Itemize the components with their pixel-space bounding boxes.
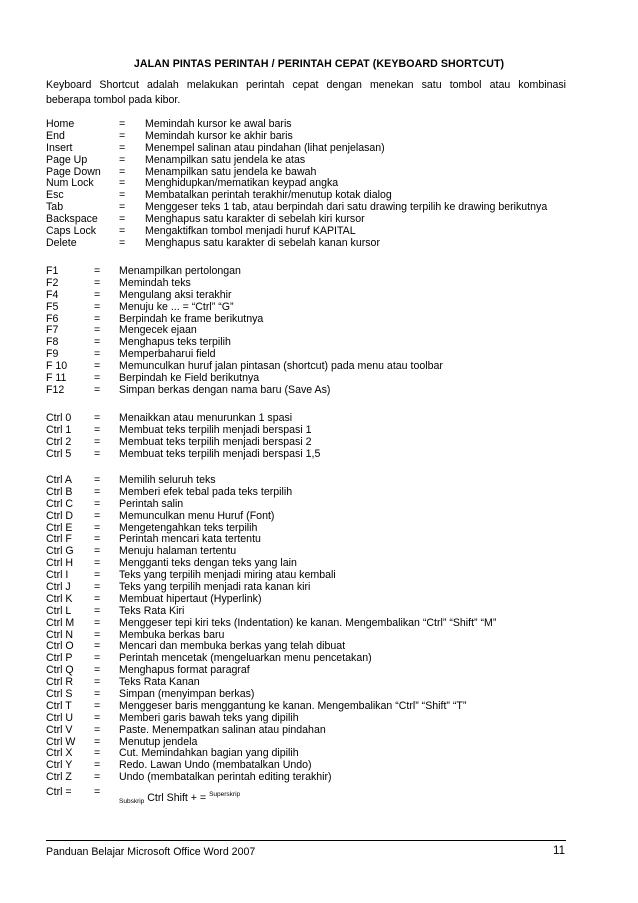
list-item [46,449,586,461]
equals-sign: = [94,581,101,594]
equals-sign: = [94,423,101,436]
shortcut-description: Redo. Lawan Undo (membatalkan Undo) [119,759,312,772]
equals-sign: = [119,129,126,142]
shortcut-description: Menampilkan pertolongan [119,265,241,277]
shortcut-description: Menggeser tepi kiri teks (Indentation) ke kanan. Mengembalikan “Ctrl” “Shift” “M” [119,616,497,629]
equals-sign: = [94,360,101,373]
list-item [46,143,586,155]
equals-sign: = [94,485,101,498]
shortcut-key: Ctrl C [46,497,74,510]
list-item [46,302,586,314]
equals-sign: = [119,118,126,130]
shortcut-key: F 11 [46,372,67,385]
shortcut-key: F2 [46,276,59,289]
shortcut-description: Mengulang aksi terakhir [119,288,232,301]
equals-sign: = [119,141,126,154]
equals-sign: = [94,497,101,510]
equals-sign: = [94,676,101,689]
shortcut-key: Esc [46,189,64,202]
list-item [46,499,586,511]
list-item [46,487,586,499]
intro-paragraph [46,78,566,107]
equals-sign: = [94,711,101,724]
shortcut-description: Menempel salinan atau pindahan (lihat penjelasan) [145,141,385,154]
shortcut-description: Perintah mencetak (mengeluarkan menu pencetakan) [119,652,372,665]
equals-sign: = [94,324,101,337]
shortcut-description: Menghapus teks terpilih [119,336,231,349]
equals-sign: = [94,604,101,617]
shortcut-key: Tab [46,201,64,214]
shortcut-key: Delete [46,236,77,249]
footer-divider [46,840,566,841]
shortcut-key: Ctrl G [46,545,74,558]
intro-line-2: beberapa tombol pada kibor. [46,93,181,106]
equals-sign: = [94,474,101,486]
intro-line-1: Keyboard Shortcut adalah melakukan perintah cepat dengan menekan satu tombol atau kombinasi [46,79,566,91]
equals-sign: = [94,557,101,570]
equals-sign: = [94,652,101,665]
page-number: 11 [553,845,565,857]
equals-sign: = [94,771,101,784]
shortcut-list-spacing [46,413,586,461]
shortcut-key: End [46,129,65,142]
shortcut-description: Membuka berkas baru [119,628,225,641]
equals-sign: = [94,300,101,313]
shortcut-key: Ctrl S [46,688,73,701]
shortcut-key: Ctrl E [46,521,73,534]
shortcut-key: F9 [46,348,59,361]
shortcut-description: Membuat teks terpilih menjadi berspasi 1 [119,423,312,436]
list-item [46,385,586,397]
equals-sign: = [94,435,101,448]
list-item [46,713,586,725]
equals-sign: = [119,153,126,166]
equals-sign: = [94,640,101,653]
shortcut-key: Caps Lock [46,225,97,238]
list-item [46,131,586,143]
shortcut-key: Ctrl 2 [46,435,72,448]
shortcut-description: Teks yang terpilih menjadi rata kanan kiri [119,581,311,594]
shortcut-description: Memberi efek tebal pada teks terpilih [119,485,293,498]
shortcut-key: Ctrl 0 [46,412,72,424]
shortcut-description: Undo (membatalkan perintah editing terakhir) [119,771,332,784]
shortcut-key: F6 [46,312,59,325]
shortcut-key: Ctrl W [46,735,76,748]
shortcut-key: Ctrl J [46,581,71,594]
equals-sign: = [119,189,126,202]
ctrl-shift-equals: Ctrl Shift + = [144,792,210,804]
subscript-label: Subskrip [119,798,145,805]
list-item [46,119,586,131]
shortcut-description: Mengaktifkan tombol menjadi huruf KAPITAL [145,225,356,238]
equals-sign: = [94,569,101,582]
shortcut-key: Ctrl B [46,485,73,498]
equals-sign: = [94,628,101,641]
shortcut-key: Ctrl Y [46,759,73,772]
equals-sign: = [94,348,101,361]
shortcut-key: Ctrl Z [46,771,72,784]
shortcut-description: Memindah teks [119,276,191,289]
shortcut-description: Memperbaharui field [119,348,216,361]
shortcut-key: Ctrl X [46,747,73,760]
list-item [46,772,586,784]
list-item [46,290,586,302]
shortcut-description: Membuat hipertaut (Hyperlink) [119,592,262,605]
equals-sign: = [94,592,101,605]
shortcut-key: Ctrl M [46,616,75,629]
shortcut-description: Memberi garis bawah teks yang dipilih [119,711,299,724]
list-item [46,594,586,606]
shortcut-description: Teks Rata Kanan [119,676,200,689]
shortcut-description: Menghidupkan/mematikan keypad angka [145,177,339,190]
shortcut-description: Mengganti teks dengan teks yang lain [119,557,297,570]
shortcut-description: Teks yang terpilih menjadi miring atau kembali [119,569,336,582]
shortcut-key: Insert [46,141,73,154]
equals-sign: = [119,213,126,226]
equals-sign: = [94,786,101,798]
superscript-label: Superskrip [209,791,241,798]
shortcut-key: Num Lock [46,177,94,190]
shortcut-description: Menghapus satu karakter di sebelah kanan kursor [145,236,380,249]
shortcut-key: Ctrl A [46,474,72,486]
shortcut-description: Membuat teks terpilih menjadi berspasi 2 [119,435,312,448]
list-item [46,437,586,449]
shortcut-description: Menampilkan satu jendela ke bawah [145,165,317,178]
shortcut-list-subscript [46,787,586,807]
equals-sign: = [94,447,101,460]
shortcut-description: Teks Rata Kiri [119,604,185,617]
equals-sign: = [94,723,101,736]
shortcut-description: Menuju halaman tertentu [119,545,237,558]
list-item [46,787,586,807]
shortcut-key: Ctrl Q [46,664,74,677]
equals-sign: = [94,664,101,677]
shortcut-description: Memunculkan menu Huruf (Font) [119,509,275,522]
shortcut-key: Ctrl K [46,592,73,605]
list-item [46,278,586,290]
equals-sign: = [94,336,101,349]
shortcut-key: F4 [46,288,59,301]
shortcut-description: Menghapus satu karakter di sebelah kiri kursor [145,213,365,226]
list-item [46,725,586,737]
list-item [46,618,586,630]
equals-sign: = [94,521,101,534]
shortcut-description: Membatalkan perintah terakhir/menutup kotak dialog [145,189,392,202]
equals-sign: = [94,735,101,748]
shortcut-key: Ctrl U [46,711,74,724]
shortcut-key: Ctrl P [46,652,73,665]
shortcut-key: F5 [46,300,59,313]
equals-sign: = [94,759,101,772]
shortcut-description: Menutup jendela [119,735,198,748]
shortcut-key: Home [46,118,75,130]
shortcut-description: Menaikkan atau menurunkan 1 spasi [119,412,293,424]
shortcut-description: Perintah salin [119,497,184,510]
shortcut-list-navigation [46,119,586,250]
shortcut-description: Memilih seluruh teks [119,474,216,486]
shortcut-description: Paste. Menempatkan salinan atau pindahan [119,723,326,736]
shortcut-description: Menggeser teks 1 tab, atau berpindah dari satu drawing terpilih ke drawing berikutnya [145,201,548,214]
equals-sign: = [94,699,101,712]
shortcut-key: F1 [46,265,59,277]
equals-sign: = [94,545,101,558]
equals-sign: = [94,533,101,546]
equals-sign: = [94,616,101,629]
shortcut-description: Menuju ke ... = “Ctrl” “G” [119,300,234,313]
shortcut-key: F7 [46,324,59,337]
equals-sign: = [119,201,126,214]
page-title: JALAN PINTAS PERINTAH / PERINTAH CEPAT (KEYBOARD SHORTCUT) [133,58,505,70]
shortcut-description: Menggeser baris menggantung ke kanan. Mengembalikan “Ctrl” “Shift” “T” [119,699,467,712]
shortcut-key: Ctrl H [46,557,74,570]
shortcut-description [119,789,240,808]
shortcut-description: Simpan (menyimpan berkas) [119,688,255,701]
list-item [46,511,586,523]
shortcut-description: Memunculkan huruf jalan pintasan (shortcut) pada menu atau toolbar [119,360,443,373]
shortcut-key: Ctrl = [46,786,72,798]
list-item [46,238,586,250]
shortcut-description: Menghapus format paragraf [119,664,250,677]
shortcut-key: F12 [46,383,65,396]
shortcut-key: Ctrl D [46,509,74,522]
shortcut-key: Ctrl 5 [46,447,72,460]
shortcut-key: Ctrl F [46,533,72,546]
equals-sign: = [119,177,126,190]
shortcut-description: Simpan berkas dengan nama baru (Save As) [119,383,331,396]
shortcut-description: Mengetengahkan teks terpilih [119,521,258,534]
shortcut-key: Backspace [46,213,98,226]
equals-sign: = [94,372,101,385]
shortcut-description: Membuat teks terpilih menjadi berspasi 1,5 [119,447,321,460]
equals-sign: = [94,312,101,325]
equals-sign: = [94,276,101,289]
shortcut-description: Memindah kursor ke awal baris [145,118,292,130]
shortcut-key: F8 [46,336,59,349]
shortcut-key: Ctrl O [46,640,74,653]
equals-sign: = [94,688,101,701]
list-item [46,606,586,618]
shortcut-key: F 10 [46,360,68,373]
shortcut-key: Ctrl T [46,699,72,712]
shortcut-key: Ctrl I [46,569,69,582]
shortcut-key: Ctrl V [46,723,73,736]
list-item [46,155,586,167]
shortcut-key: Ctrl N [46,628,74,641]
equals-sign: = [94,383,101,396]
equals-sign: = [94,412,101,424]
shortcut-key: Page Up [46,153,88,166]
shortcut-key: Ctrl 1 [46,423,72,436]
shortcut-description: Mencari dan membuka berkas yang telah dibuat [119,640,346,653]
footer-title: Panduan Belajar Microsoft Office Word 2007 [46,846,256,858]
shortcut-description: Cut. Memindahkan bagian yang dipilih [119,747,299,760]
equals-sign: = [94,747,101,760]
shortcut-list-ctrl-keys [46,475,586,784]
equals-sign: = [94,288,101,301]
shortcut-description: Memindah kursor ke akhir baris [145,129,293,142]
shortcut-description: Perintah mencari kata tertentu [119,533,261,546]
shortcut-key: Page Down [46,165,101,178]
shortcut-description: Mengecek ejaan [119,324,197,337]
shortcut-description: Berpindah ke Field berikutnya [119,372,260,385]
shortcut-key: Ctrl L [46,604,72,617]
shortcut-key: Ctrl R [46,676,74,689]
equals-sign: = [119,225,126,238]
equals-sign: = [119,165,126,178]
list-item [46,425,586,437]
shortcut-description: Menampilkan satu jendela ke atas [145,153,306,166]
equals-sign: = [94,265,101,277]
equals-sign: = [94,509,101,522]
shortcut-description: Berpindah ke frame berikutnya [119,312,264,325]
equals-sign: = [119,236,126,249]
shortcut-list-function-keys [46,266,586,397]
